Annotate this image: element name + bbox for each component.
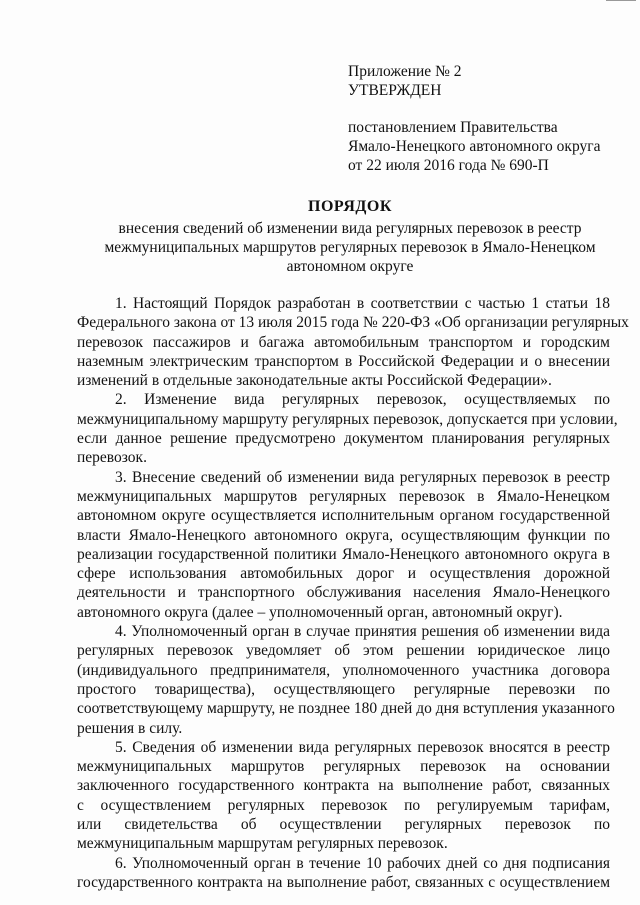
paragraph-line: 1. Настоящий Порядок разработан в соответствии с частью 1 статьи 18 <box>115 295 610 312</box>
scan-edge-mark <box>606 0 636 4</box>
paragraph-line: межмуниципальным маршрутам регулярных перевозок. <box>77 835 448 853</box>
paragraph-line: 6. Уполномоченный орган в течение 10 рабочих дней со дня подписания <box>115 854 610 872</box>
paragraph-line: 5. Сведения об изменении вида регулярных перевозок вносятся в реестр <box>115 738 610 756</box>
paragraph-line: наземным электрическим транспортом в Российской Федерации и о внесении <box>77 352 610 370</box>
paragraph-line: решения в силу. <box>77 719 183 737</box>
paragraph-line: простого товарищества), осуществляющего регулярные перевозки по <box>77 680 610 698</box>
paragraph-line: реализации государственной политики Ямало-Ненецкого автономного округа в <box>77 545 610 563</box>
document-subtitle <box>70 219 630 276</box>
paragraph-line: 4. Уполномоченный орган в случае принятия решения об изменении вида <box>115 623 610 641</box>
paragraph-line: если данное решение предусмотрено документом планирования регулярных <box>77 430 610 448</box>
paragraph-line: межмуниципальному маршруту регулярных перевозок, допускается при условии, <box>77 410 618 428</box>
decree-line: от 22 июля 2016 года № 690-П <box>348 157 549 174</box>
paragraph-line: перевозок пассажиров и багажа автомобильным транспортом и городским <box>77 333 610 351</box>
paragraph-line: заключенного государственного контракта на выполнение работ, связанных <box>77 777 610 795</box>
paragraph-line: перевозок. <box>77 449 147 467</box>
paragraph-line: государственного контракта на выполнение работ, связанных с осуществлением <box>77 873 610 891</box>
approval-block <box>348 62 628 175</box>
paragraph-4 <box>77 622 615 738</box>
paragraph-6 <box>77 854 610 893</box>
paragraph-1 <box>77 294 629 390</box>
paragraph-line: регулярных перевозок уведомляет об этом решении юридическое лицо <box>77 642 610 660</box>
paragraph-line: сфере использования автомобильных дорог и осуществления дорожной <box>77 565 610 583</box>
approved-label: УТВЕРЖДЕН <box>348 82 442 99</box>
decree-line: постановлением Правительства <box>348 119 558 136</box>
paragraph-line: власти Ямало-Ненецкого автономного округа, осуществляющим функции по <box>77 526 610 544</box>
paragraph-line: изменений в отдельные законодательные акты Российской Федерации». <box>77 372 552 390</box>
subtitle-line: автономном округе <box>286 258 414 275</box>
paragraph-line: 3. Внесение сведений об изменении вида регулярных перевозок в реестр <box>115 468 610 486</box>
paragraph-line: межмуниципальных маршрутов регулярных перевозок в Ямало-Ненецком <box>77 487 610 505</box>
paragraph-2 <box>77 390 618 467</box>
subtitle-line: внесения сведений об изменении вида регулярных перевозок в реестр <box>118 220 582 237</box>
paragraph-line: межмуниципальных маршрутов регулярных перевозок на основании <box>77 758 610 776</box>
paragraph-3 <box>77 468 610 622</box>
document-title: ПОРЯДОК <box>308 198 392 215</box>
paragraph-line: соответствующему маршруту, не позднее 180 дней до дня вступления указанного <box>77 700 615 718</box>
paragraph-line: (индивидуального предпринимателя, уполномоченного участника договора <box>77 661 610 679</box>
paragraph-5 <box>77 738 610 854</box>
decree-line: Ямало-Ненецкого автономного округа <box>348 138 601 155</box>
paragraph-line: Федерального закона от 13 июля 2015 года № 220-ФЗ «Об организации регулярных <box>77 314 629 332</box>
paragraph-line: автономного округа (далее – уполномоченный орган, автономный округ). <box>77 603 563 621</box>
paragraph-line: 2. Изменение вида регулярных перевозок, осуществляемых по <box>115 391 610 409</box>
appendix-label: Приложение № 2 <box>348 63 462 80</box>
paragraph-line: деятельности и транспортного обслуживания населения Ямало-Ненецкого <box>77 584 610 602</box>
paragraph-line: с осуществлением регулярных перевозок по регулируемым тарифам, <box>77 796 610 814</box>
paragraph-line: или свидетельства об осуществлении регулярных перевозок по <box>77 816 610 834</box>
subtitle-line: межмуниципальных маршрутов регулярных перевозок в Ямало-Ненецком <box>104 239 596 256</box>
paragraph-line: автономном округе осуществляется исполнительным органом государственной <box>77 507 610 525</box>
document-body <box>77 294 629 892</box>
